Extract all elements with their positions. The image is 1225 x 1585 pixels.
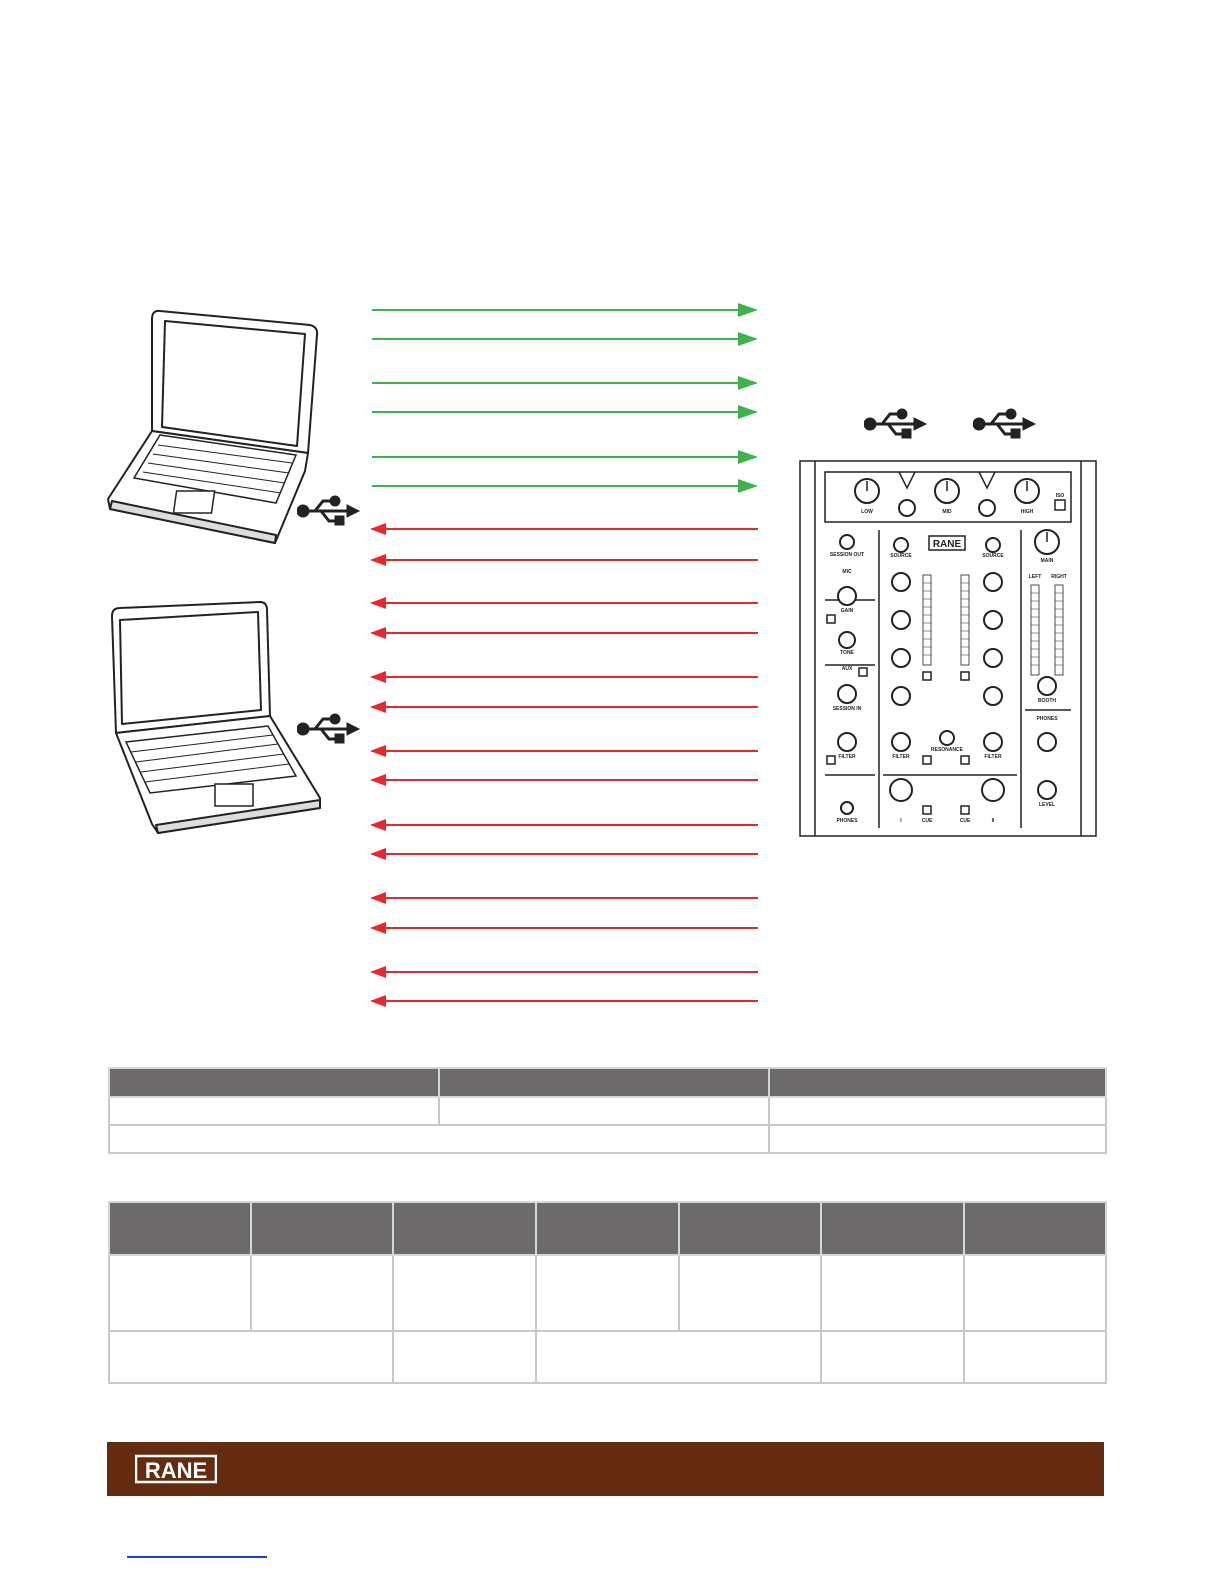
laptop-icon (100, 303, 325, 548)
label-right: RIGHT (1051, 574, 1067, 580)
table-header-row (109, 1202, 1106, 1255)
table-cell (109, 1255, 251, 1331)
label-tone: TONE (840, 650, 854, 656)
table-header-cell (964, 1202, 1106, 1255)
label-session-in: SESSION IN (832, 706, 862, 712)
mixer-panel-icon (799, 460, 1097, 838)
label-iso: ISO (1055, 493, 1065, 499)
table-header-cell (536, 1202, 679, 1255)
table-cell (109, 1125, 769, 1153)
label-phones: PHONES (1036, 716, 1058, 722)
table-row (109, 1097, 1106, 1125)
label-source-1: SOURCE (890, 553, 912, 559)
table-header-cell (109, 1068, 439, 1097)
label-session-out: SESSION OUT (829, 552, 865, 558)
table-cell (964, 1331, 1106, 1383)
label-channel-2: II (991, 818, 995, 824)
usb-icon (973, 408, 1037, 440)
table-cell (821, 1255, 964, 1331)
rane-logo (135, 1454, 217, 1484)
label-aux: AUX (841, 666, 853, 672)
label-cue-1: CUE (921, 818, 933, 824)
table-cell (393, 1331, 536, 1383)
label-level: LEVEL (1038, 802, 1056, 808)
label-resonance: RESONANCE (931, 747, 963, 753)
table-cell (109, 1331, 393, 1383)
label-mid: MID (942, 509, 952, 515)
label-cue-2: CUE (959, 818, 971, 824)
label-filter-1: FILTER (892, 754, 910, 760)
table-header-cell (109, 1202, 251, 1255)
label-phones-jack: PHONES (836, 818, 858, 824)
laptop-2 (100, 598, 325, 848)
data-table-1 (108, 1067, 1107, 1154)
laptop-icon (100, 598, 325, 843)
table-cell (769, 1125, 1106, 1153)
label-booth: BOOTH (1037, 698, 1057, 704)
table-cell (393, 1255, 536, 1331)
table-cell (679, 1255, 821, 1331)
table-header-row (109, 1068, 1106, 1097)
table-header-cell (251, 1202, 393, 1255)
label-gain: GAIN (840, 608, 854, 614)
laptop-1 (100, 303, 325, 553)
table-cell (109, 1097, 439, 1125)
label-source-2: SOURCE (982, 553, 1004, 559)
table-cell (251, 1255, 393, 1331)
table-header-cell (439, 1068, 769, 1097)
label-main: MAIN (1040, 558, 1054, 564)
signal-arrows (360, 295, 770, 1015)
label-filter-2: FILTER (984, 754, 1002, 760)
table-header-cell (393, 1202, 536, 1255)
mixer-logo: RANE (932, 539, 962, 550)
footer-logo-text: RANE (144, 1458, 208, 1483)
label-mic: MIC (842, 569, 852, 575)
footer-link-underline[interactable] (127, 1556, 267, 1558)
usb-icon (864, 408, 928, 440)
usb-icon (297, 713, 361, 745)
footer-band (107, 1442, 1104, 1496)
label-channel-1: I (900, 818, 902, 824)
table-cell (536, 1331, 821, 1383)
table-row (109, 1255, 1106, 1331)
table-row (109, 1331, 1106, 1383)
label-filter-left: FILTER (838, 754, 856, 760)
table-cell (964, 1255, 1106, 1331)
table-cell (769, 1097, 1106, 1125)
table-cell (439, 1097, 769, 1125)
label-high: HIGH (1020, 509, 1034, 515)
table-cell (536, 1255, 679, 1331)
label-left: LEFT (1028, 574, 1042, 580)
table-header-cell (769, 1068, 1106, 1097)
table-header-cell (821, 1202, 964, 1255)
table-cell (821, 1331, 964, 1383)
usb-icon (297, 495, 361, 527)
table-header-cell (679, 1202, 821, 1255)
label-low: LOW (861, 509, 873, 515)
data-table-2 (108, 1201, 1107, 1384)
table-row (109, 1125, 1106, 1153)
